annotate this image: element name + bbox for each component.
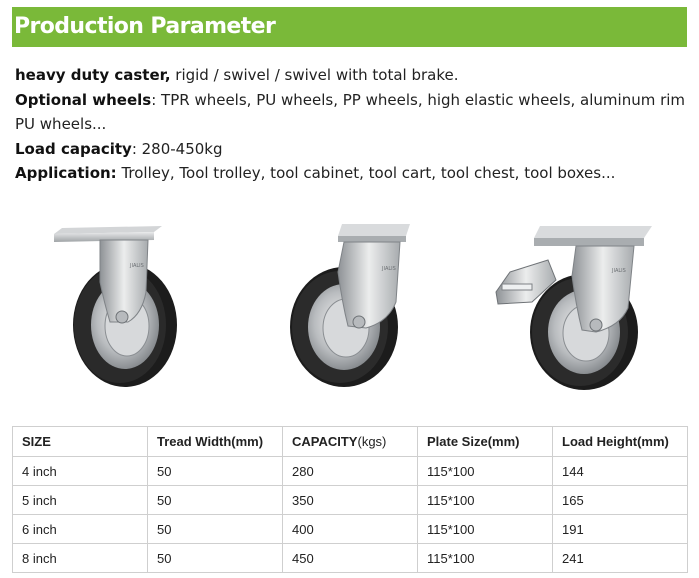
table-cell: 280	[283, 457, 418, 486]
spec-label: Optional wheels	[15, 90, 152, 109]
spec-label: Application:	[15, 164, 117, 182]
table-cell: 115*100	[418, 544, 553, 573]
table-cell: 115*100	[418, 486, 553, 515]
column-header-size: SIZE	[13, 427, 148, 457]
table-cell: 144	[553, 457, 688, 486]
table-cell: 4 inch	[13, 457, 148, 486]
table-cell: 350	[283, 486, 418, 515]
spec-application	[15, 161, 687, 186]
page-title: Production Parameter	[14, 14, 276, 39]
parameter-table-wrap	[12, 426, 687, 573]
column-header-tread-width: Tread Width(mm)	[148, 427, 283, 457]
table-cell: 50	[148, 515, 283, 544]
spec-list	[15, 63, 687, 186]
table-cell: 450	[283, 544, 418, 573]
table-cell: 241	[553, 544, 688, 573]
table-cell: 8 inch	[13, 544, 148, 573]
table-row	[13, 486, 688, 515]
spec-caster-type	[15, 63, 687, 88]
header-banner	[12, 7, 687, 47]
spec-value: : 280-450kg	[131, 139, 223, 158]
swivel-brake-caster-image	[492, 222, 662, 392]
swivel-caster-image	[282, 222, 422, 392]
svg-text:JIALIS: JIALIS	[382, 266, 396, 272]
table-cell: 400	[283, 515, 418, 544]
table-cell: 115*100	[418, 457, 553, 486]
table-cell: 115*100	[418, 515, 553, 544]
spec-optional-wheels	[15, 88, 687, 137]
parameter-table	[12, 426, 688, 573]
table-cell: 191	[553, 515, 688, 544]
column-header-plate-size: Plate Size(mm)	[418, 427, 553, 457]
table-cell: 165	[553, 486, 688, 515]
table-cell: 50	[148, 544, 283, 573]
table-cell: 50	[148, 486, 283, 515]
table-header-row	[13, 427, 688, 457]
rigid-caster-image	[46, 222, 186, 392]
table-row	[13, 457, 688, 486]
table-row	[13, 515, 688, 544]
svg-text:JIALIS: JIALIS	[130, 263, 144, 269]
svg-text:JIALIS: JIALIS	[612, 268, 626, 274]
table-cell: 50	[148, 457, 283, 486]
spec-value: Trolley, Tool trolley, tool cabinet, tool cart, tool chest, tool boxes...	[116, 164, 616, 182]
spec-label: heavy duty caster,	[15, 66, 171, 84]
spec-value: : TPR wheels, PU wheels, PP wheels, high elastic wheels, aluminum rim PU wheels...	[15, 90, 686, 133]
spec-value: rigid / swivel / swivel with total brake.	[170, 66, 459, 84]
column-header-capacity: CAPACITY(kgs)	[283, 427, 418, 457]
column-header-load-height: Load Height(mm)	[553, 427, 688, 457]
table-row	[13, 544, 688, 573]
spec-load-capacity	[15, 137, 687, 162]
table-cell: 5 inch	[13, 486, 148, 515]
table-cell: 6 inch	[13, 515, 148, 544]
spec-label: Load capacity	[15, 139, 132, 158]
